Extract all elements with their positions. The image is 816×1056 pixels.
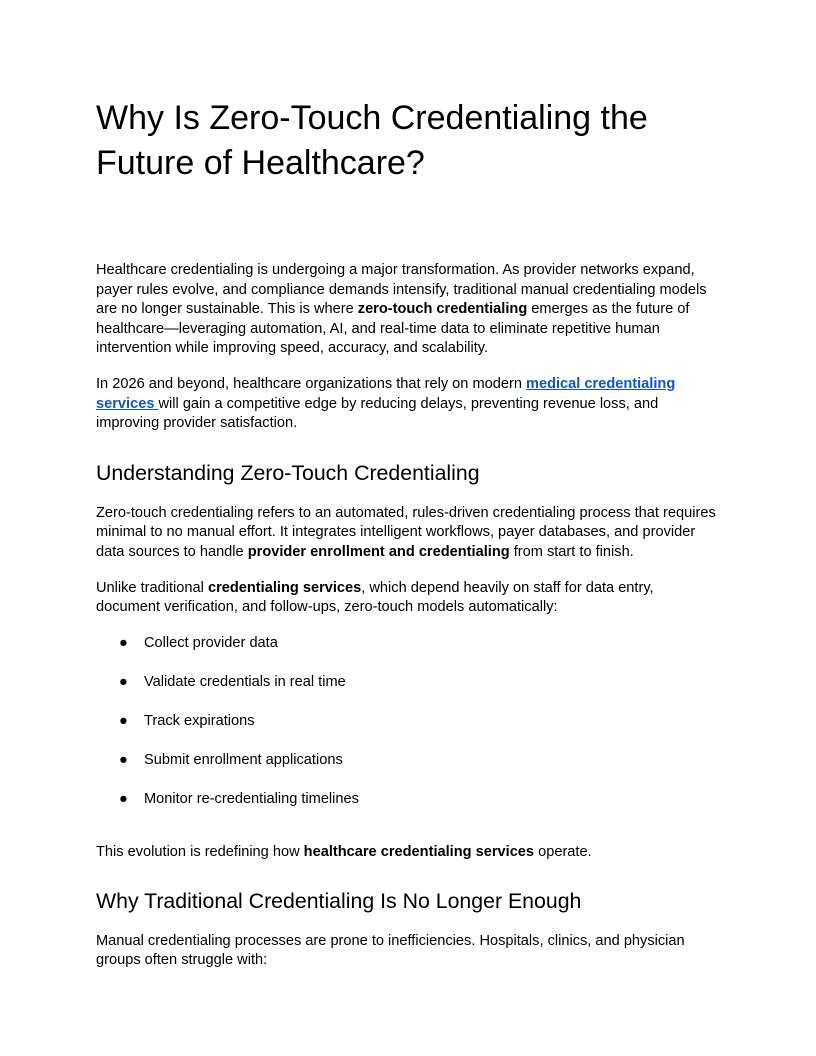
bullet-icon: ● — [119, 673, 128, 690]
section2-paragraph-1: Manual credentialing processes are prone to inefficiencies. Hospitals, clinics, and physician groups often struggle with: — [96, 932, 685, 969]
section1-p3-bold: healthcare credentialing services — [303, 844, 535, 861]
section1-p2-text-b: , which depend heavily on staff for data entry, document verification, and follow-ups, zero-touch models automatically: — [96, 579, 654, 616]
section1-paragraph-2 — [96, 579, 720, 618]
document-title: Why Is Zero-Touch Credentialing the Future of Healthcare? — [96, 99, 648, 182]
section1-p3-text-a: This evolution is redefining how — [96, 844, 304, 861]
intro-paragraph-1 — [96, 261, 720, 359]
automation-bullet-list — [96, 634, 720, 810]
section-heading-traditional: Why Traditional Credentialing Is No Longer Enough — [96, 888, 582, 913]
list-item-text: Validate credentials in real time — [144, 673, 346, 690]
bullet-icon: ● — [119, 751, 128, 768]
section1-p1-text-b: from start to finish. — [509, 543, 634, 560]
bullet-icon: ● — [119, 712, 128, 729]
section1-p1-bold: provider enrollment and credentialing — [247, 543, 510, 560]
section1-p2-text-a: Unlike traditional — [96, 579, 208, 596]
list-item-text: Collect provider data — [144, 634, 278, 651]
document-page — [96, 96, 720, 971]
bullet-icon: ● — [119, 634, 128, 651]
list-item — [96, 712, 720, 732]
section1-paragraph-1 — [96, 504, 720, 563]
intro-p2-text-b: will gain a competitive edge by reducing delays, preventing revenue loss, and improving provider satisfaction. — [96, 395, 659, 432]
list-item — [96, 790, 720, 810]
section1-p3-text-b: operate. — [534, 844, 592, 861]
list-item-text: Track expirations — [144, 712, 255, 729]
intro-p1-text-b: emerges as the future of healthcare—leveraging automation, AI, and real-time data to eliminate repetitive human intervention while improving speed, accuracy, and scalability. — [96, 301, 690, 357]
list-item — [96, 673, 720, 693]
list-item-text: Monitor re-credentialing timelines — [144, 790, 359, 807]
bullet-icon: ● — [119, 790, 128, 807]
section-heading-understanding: Understanding Zero-Touch Credentialing — [96, 460, 480, 485]
section1-p1-text-a: Zero-touch credentialing refers to an automated, rules-driven credentialing process that requires minimal to no manual effort. It integrates intelligent workflows, payer databases, and provider data sources to handle — [96, 504, 716, 560]
list-item-text: Submit enrollment applications — [144, 751, 343, 768]
intro-p1-bold: zero-touch credentialing — [357, 301, 528, 318]
section1-p2-bold: credentialing services — [207, 579, 362, 596]
list-item — [96, 634, 720, 654]
section1-paragraph-3 — [96, 843, 720, 863]
intro-p1-text-a: Healthcare credentialing is undergoing a major transformation. As provider networks expand, payer rules evolve, and compliance demands intensify, traditional manual credentialing models are no longer sustainable. This is where — [96, 262, 707, 318]
medical-credentialing-services-link[interactable]: medical credentialing services — [96, 375, 676, 412]
intro-paragraph-2 — [96, 375, 720, 434]
list-item — [96, 751, 720, 771]
intro-p2-text-a: In 2026 and beyond, healthcare organizations that rely on modern — [96, 375, 526, 392]
